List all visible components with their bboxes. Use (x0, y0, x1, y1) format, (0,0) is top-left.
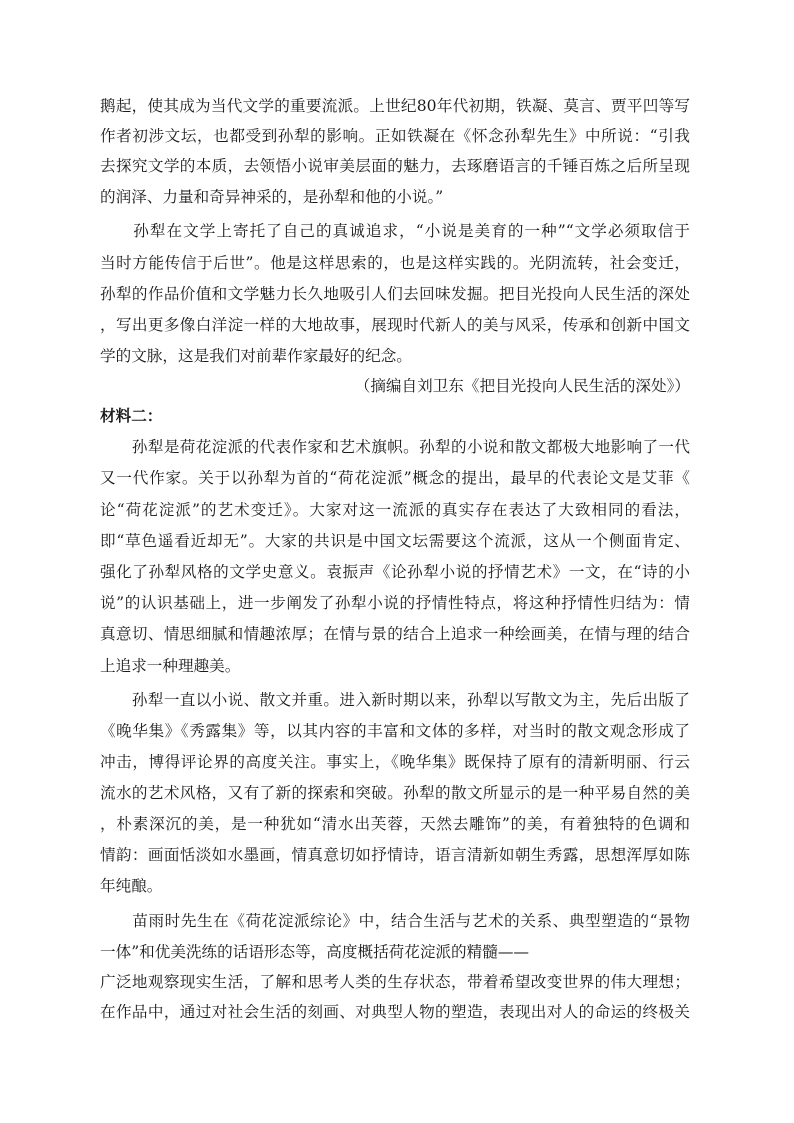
text-line-6: 当时方能传信于后世”。他是这样思索的，也是这样实践的。光阴流转，社会变迁， (100, 254, 690, 272)
text-line-26: 年纯酿。 (100, 877, 163, 895)
text-line-3: 去探究文学的本质，去领悟小说审美层面的魅力，去琢磨语言的千锤百炼之后所呈现 (100, 157, 690, 175)
text-line-23: 流水的艺术风格，又有了新的探索和突破。孙犁的散文所显示的是一种平易自然的美 (100, 784, 690, 802)
text-line-24: ，朴素深沉的美，是一种犹如“清水出芙蓉，天然去雕饰”的美，有着独特的色调和 (100, 815, 690, 833)
text-line-27: 苗雨时先生在《荷花淀派综论》中，结合生活与艺术的关系、典型塑造的“景物 (100, 912, 690, 930)
text-line-20: 孙犁一直以小说、散文并重。进入新时期以来，孙犁以写散文为主，先后出版了 (100, 691, 690, 709)
text-line-7: 孙犁的作品价值和文学魅力长久地吸引人们去回味发掘。把目光投向人民生活的深处 (100, 285, 690, 303)
text-line-13: 又一代作家。关于以孙犁为首的“荷花淀派”概念的提出，最早的代表论文是艾菲《 (100, 469, 690, 487)
text-line-16: 强化了孙犁风格的文学史意义。袁振声《论孙犁小说的抒情艺术》一文，在“诗的小 (100, 563, 690, 581)
text-line-30: 在作品中，通过对社会生活的刻画、对典型人物的塑造，表现出对人的命运的终极关 (100, 1003, 690, 1021)
text-line-28: 一体”和优美洗练的话语形态等，高度概括荷花淀派的精髓—— (100, 943, 530, 961)
text-line-4: 的润泽、力量和奇异神采的，是孙犁和他的小说。” (100, 188, 444, 206)
text-line-29: 广泛地观察现实生活，了解和思考人类的生存状态，带着希望改变世界的伟大理想； (100, 973, 690, 991)
text-line-19: 上追求一种理趣美。 (100, 657, 241, 675)
text-line-1: 鹅起，使其成为当代文学的重要流派。上世纪80年代初期，铁凝、莫言、贾平凹等写 (100, 97, 690, 115)
text-line-25: 情韵：画面恬淡如水墨画，情真意切如抒情诗，语言清新如朝生秀露，思想浑厚如陈 (100, 846, 690, 864)
text-line-18: 真意切、情思细腻和情趣浓厚；在情与景的结合上追求一种绘画美，在情与理的结合 (100, 625, 690, 643)
text-line-14: 论“荷花淀派”的艺术变迁》。大家对这一流派的真实存在表达了大致相同的看法， (100, 501, 690, 519)
text-line-12: 孙犁是荷花淀派的代表作家和艺术旗帜。孙犁的小说和散文都极大地影响了一代 (100, 438, 690, 456)
text-line-8: ，写出更多像白洋淀一样的大地故事，展现时代新人的美与风采，传承和创新中国文 (100, 316, 690, 334)
section-heading: 材料二： (100, 406, 163, 425)
text-line-9: 学的文脉，这是我们对前辈作家最好的纪念。 (100, 347, 412, 365)
source-citation: （摘编自刘卫东《把目光投向人民生活的深处》） (354, 377, 690, 395)
text-line-2: 作者初涉文坛，也都受到孙犁的影响。正如铁凝在《怀念孙犁先生》中所说：“引我 (100, 127, 690, 145)
text-line-22: 冲击，博得评论界的高度关注。事实上，《晚华集》既保持了原有的清新明丽、行云 (100, 753, 690, 771)
text-line-17: 说”的认识基础上，进一步阐发了孙犁小说的抒情性特点，将这种抒情性归结为：情 (100, 594, 690, 612)
text-line-15: 即“草色遥看近却无”。大家的共识是中国文坛需要这个流派，这从一个侧面肯定、 (100, 532, 690, 550)
text-line-21: 《晚华集》《秀露集》等，以其内容的丰富和文体的多样，对当时的散文观念形成了 (100, 722, 690, 740)
text-line-5: 孙犁在文学上寄托了自己的真诚追求，“小说是美育的一种”“文学必须取信于 (100, 222, 690, 240)
